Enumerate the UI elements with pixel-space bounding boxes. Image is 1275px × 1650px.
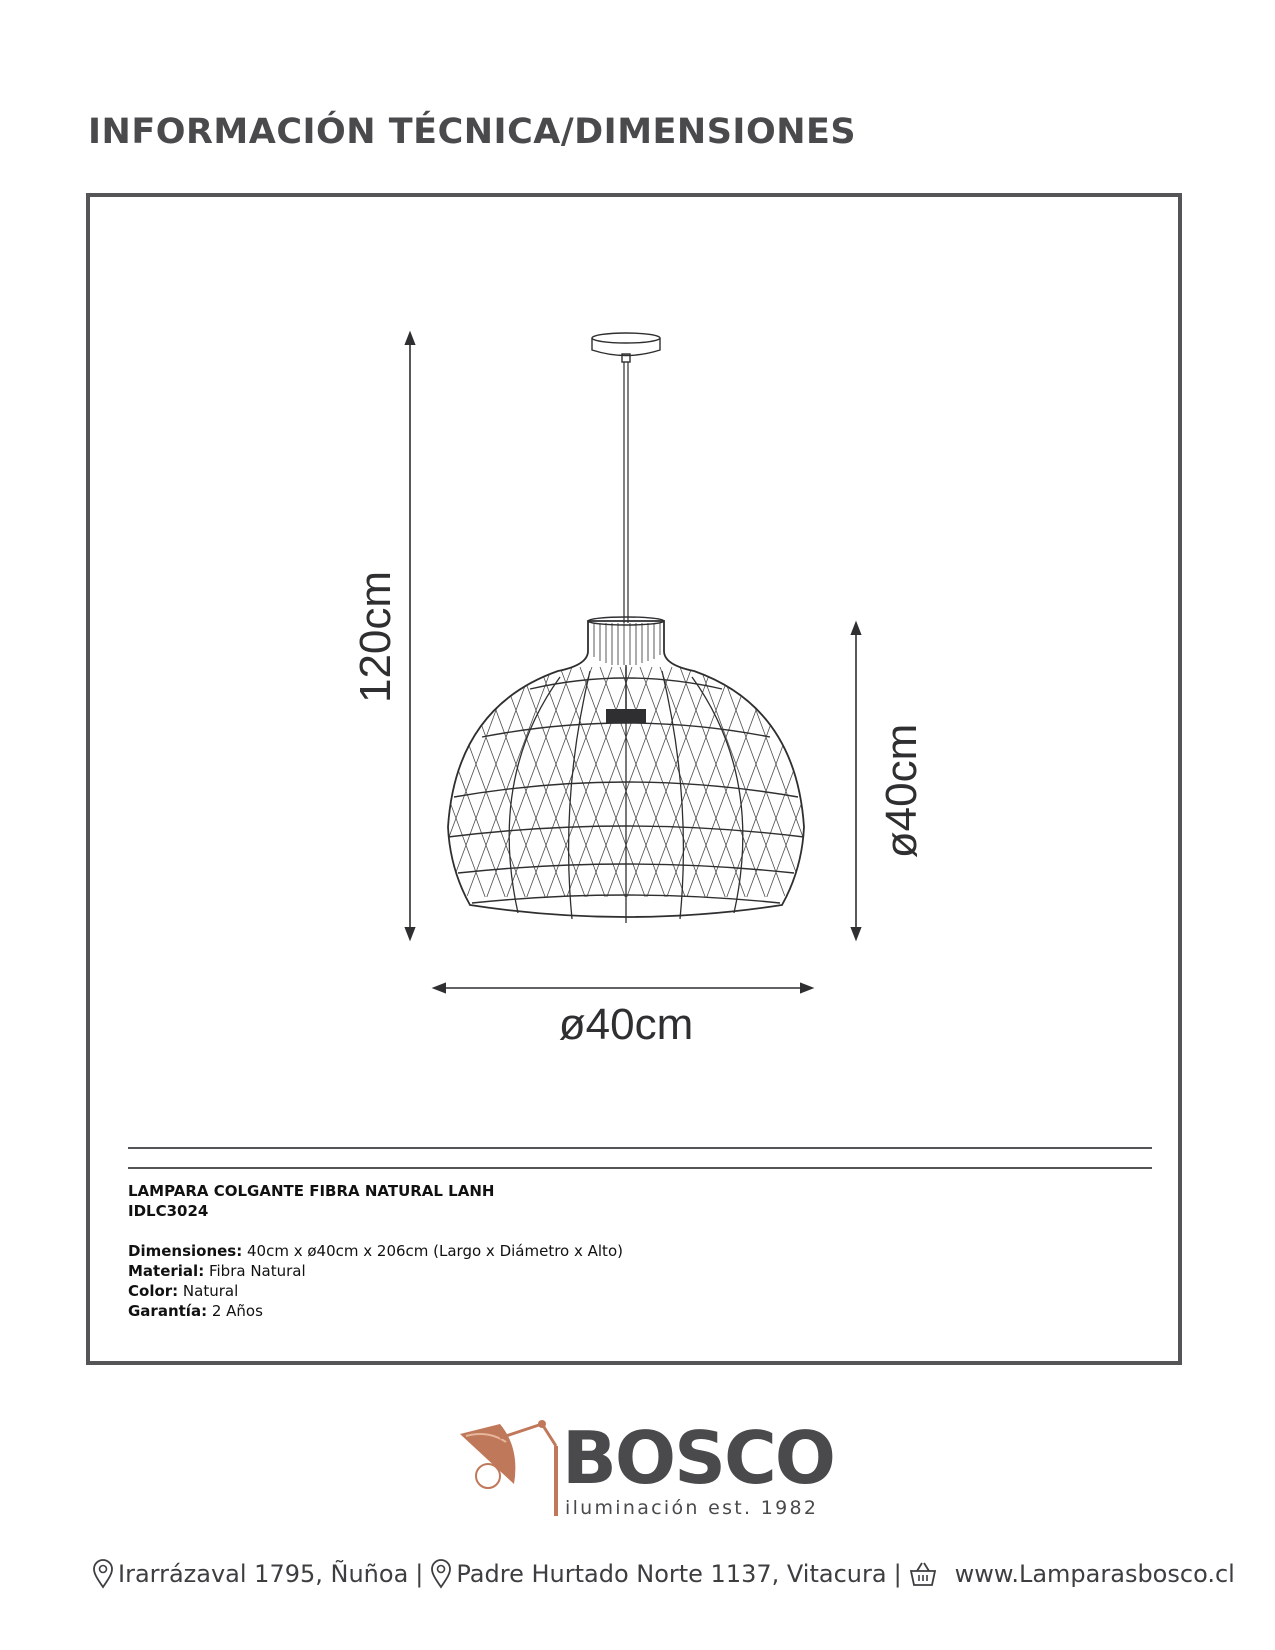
brand-tagline: iluminación est. 1982	[565, 1497, 819, 1519]
bulb-holder	[606, 709, 646, 723]
spec-key: Dimensiones:	[128, 1242, 243, 1260]
product-code: IDLC3024	[128, 1202, 209, 1220]
address-2-text: Padre Hurtado Norte 1137, Vitacura	[456, 1560, 887, 1588]
location-pin-icon	[92, 1559, 114, 1589]
page-title: INFORMACIÓN TÉCNICA/DIMENSIONES	[88, 112, 857, 152]
shade-height-dimension-label: ø40cm	[877, 723, 926, 859]
location-pin-icon	[430, 1559, 452, 1589]
spec-material	[128, 1261, 623, 1281]
footer-separator: |	[893, 1560, 902, 1588]
product-name: LAMPARA COLGANTE FIBRA NATURAL LANH	[128, 1182, 495, 1200]
height-dimension-label: 120cm	[351, 570, 400, 704]
divider-bottom	[128, 1167, 1152, 1169]
spec-key: Garantía:	[128, 1302, 208, 1320]
suspension-cord	[624, 362, 628, 623]
website[interactable]	[909, 1560, 1235, 1588]
spec-dimensions	[128, 1241, 623, 1261]
brand-logo	[460, 1418, 840, 1518]
product-info	[128, 1181, 623, 1321]
width-dimension-label: ø40cm	[558, 1000, 694, 1049]
lamp-dimension-drawing	[90, 197, 1186, 1127]
rattan-shade	[380, 617, 872, 937]
spec-key: Material:	[128, 1262, 205, 1280]
ceiling-canopy	[592, 333, 660, 362]
address-2	[430, 1559, 886, 1589]
spec-value: Fibra Natural	[204, 1262, 306, 1280]
website-link[interactable]: www.Lamparasbosco.cl	[954, 1560, 1235, 1588]
product-specs	[128, 1241, 623, 1321]
spec-value: 40cm x ø40cm x 206cm (Largo x Diámetro x Alto)	[242, 1242, 623, 1260]
desk-lamp-logo-icon	[460, 1418, 564, 1518]
spec-value: Natural	[178, 1282, 239, 1300]
spec-warranty	[128, 1301, 623, 1321]
shopping-basket-icon	[909, 1561, 937, 1587]
divider-top	[128, 1147, 1152, 1149]
address-1	[92, 1559, 408, 1589]
spec-value: 2 Años	[207, 1302, 263, 1320]
brand-name: BOSCO	[562, 1416, 834, 1500]
footer-contact-bar	[92, 1552, 1235, 1596]
spec-key: Color:	[128, 1282, 179, 1300]
address-1-text: Irarrázaval 1795, Ñuñoa	[118, 1560, 409, 1588]
technical-sheet-frame	[86, 193, 1182, 1365]
spec-color	[128, 1281, 623, 1301]
footer-separator: |	[415, 1560, 424, 1588]
